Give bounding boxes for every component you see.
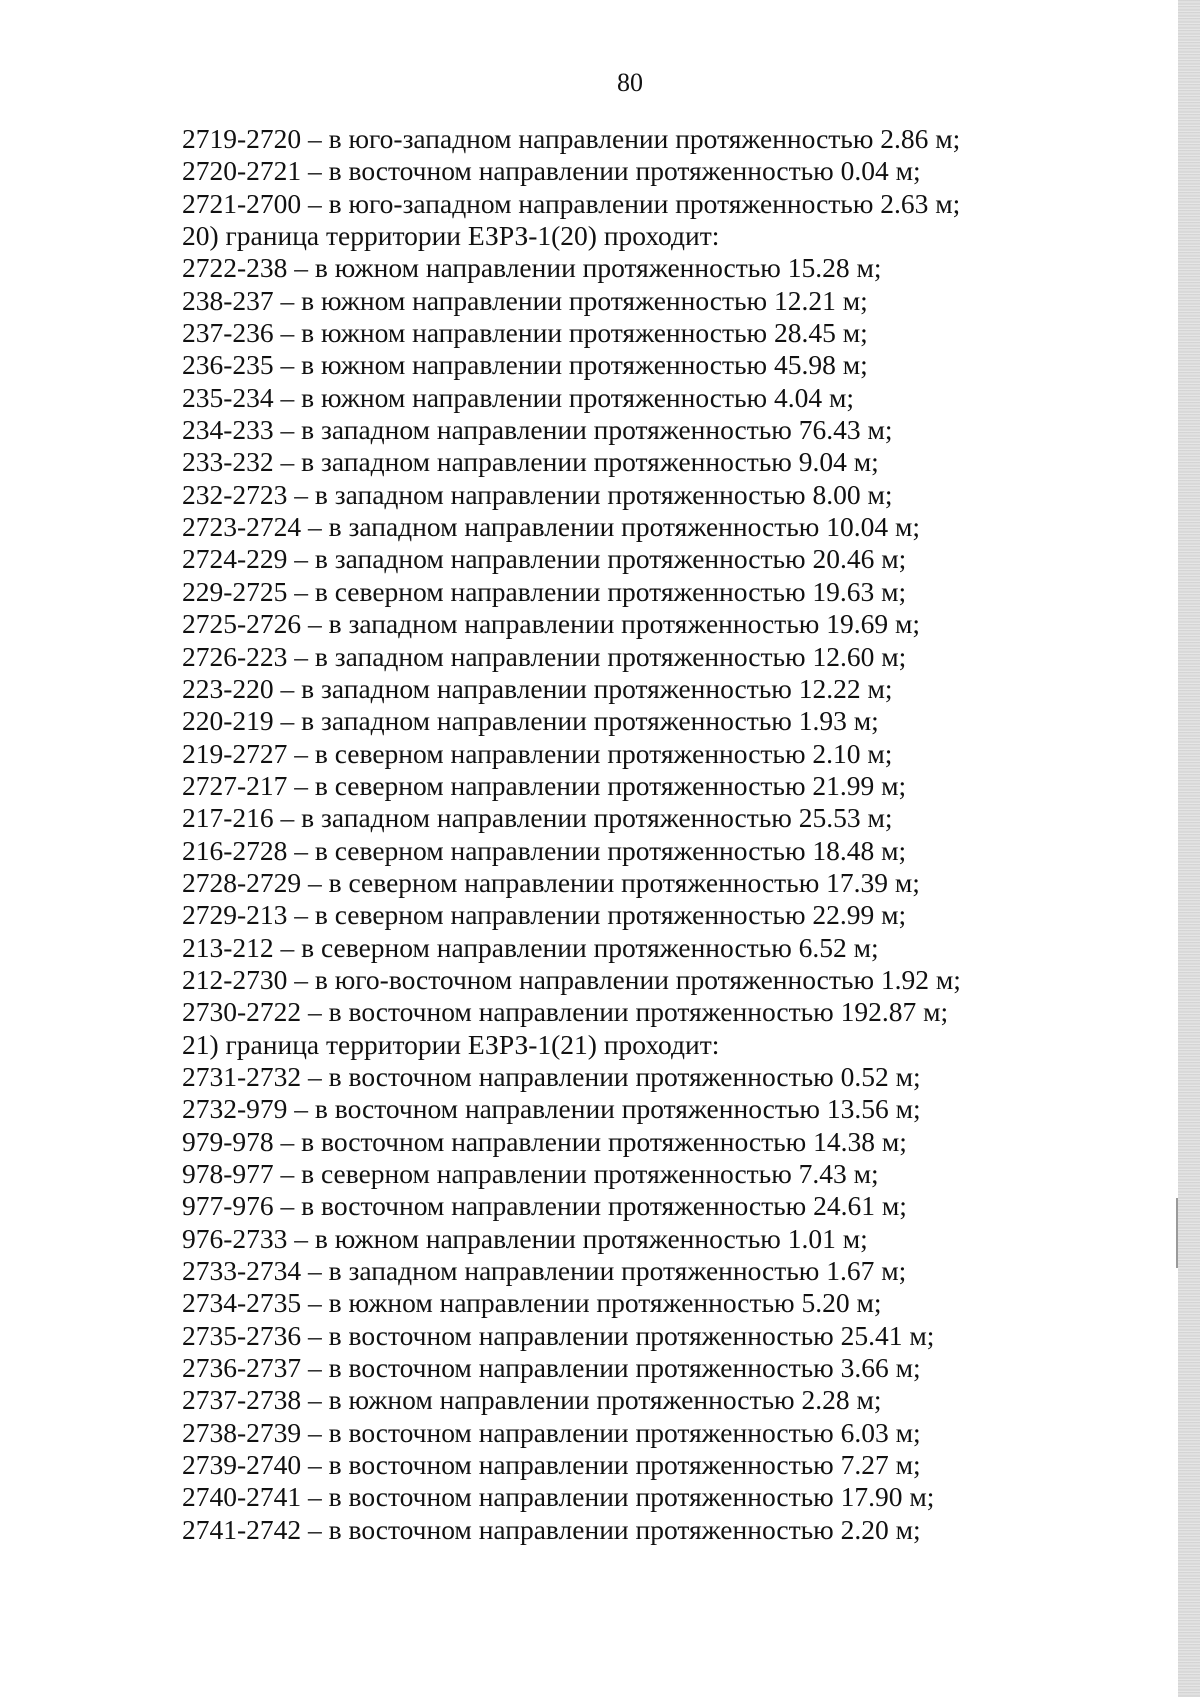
boundary-segment-line: 219-2727 – в северном направлении протяженностью 2.10 м; — [182, 737, 893, 769]
boundary-segment-line: 979-978 – в восточном направлении протяженностью 14.38 м; — [182, 1125, 907, 1157]
boundary-segment-line: 212-2730 – в юго-восточном направлении протяженностью 1.92 м; — [182, 963, 961, 995]
boundary-segment-line: 2740-2741 – в восточном направлении протяженностью 17.90 м; — [182, 1481, 935, 1513]
boundary-segment-line: 2719-2720 – в юго-западном направлении протяженностью 2.86 м; — [182, 123, 961, 154]
boundary-segment-line: 2730-2722 – в восточном направлении протяженностью 192.87 м; — [182, 996, 949, 1028]
boundary-segment-line: 220-219 – в западном направлении протяженностью 1.93 м; — [182, 705, 879, 737]
boundary-segment-line: 238-237 – в южном направлении протяженностью 12.21 м; — [182, 284, 868, 316]
boundary-segment-line: 2734-2735 – в южном направлении протяженностью 5.20 м; — [182, 1287, 882, 1319]
boundary-segment-line: 2732-979 – в восточном направлении протяженностью 13.56 м; — [182, 1093, 921, 1125]
boundary-segment-line: 2741-2742 – в восточном направлении протяженностью 2.20 м; — [182, 1513, 921, 1545]
boundary-segment-line: 2725-2726 – в западном направлении протяженностью 19.69 м; — [182, 608, 921, 640]
boundary-segment-line: 2728-2729 – в северном направлении протяженностью 17.39 м; — [182, 866, 920, 898]
boundary-segment-line: 2731-2732 – в восточном направлении протяженностью 0.52 м; — [182, 1060, 921, 1092]
boundary-segment-line: 2722-238 – в южном направлении протяженностью 15.28 м; — [182, 252, 882, 284]
boundary-segment-line: 2736-2737 – в восточном направлении протяженностью 3.66 м; — [182, 1352, 921, 1384]
section-heading: 20) граница территории ЕЗРЗ-1(20) проходит: — [182, 220, 720, 252]
boundary-segment-line: 977-976 – в восточном направлении протяженностью 24.61 м; — [182, 1190, 907, 1222]
boundary-segment-line: 237-236 – в южном направлении протяженностью 28.45 м; — [182, 317, 868, 349]
boundary-segment-line: 233-232 – в западном направлении протяженностью 9.04 м; — [182, 446, 879, 478]
edge-mark — [1176, 1198, 1190, 1268]
boundary-segment-line: 2724-229 – в западном направлении протяженностью 20.46 м; — [182, 543, 907, 575]
boundary-segment-line: 2729-213 – в северном направлении протяженностью 22.99 м; — [182, 899, 907, 931]
boundary-segment-line: 2733-2734 – в западном направлении протяженностью 1.67 м; — [182, 1255, 907, 1287]
boundary-segment-line: 232-2723 – в западном направлении протяженностью 8.00 м; — [182, 478, 893, 510]
boundary-segment-line: 976-2733 – в южном направлении протяженностью 1.01 м; — [182, 1222, 868, 1254]
scan-edge — [1178, 0, 1200, 1697]
boundary-segment-line: 236-235 – в южном направлении протяженностью 45.98 м; — [182, 349, 868, 381]
boundary-segment-line: 216-2728 – в северном направлении протяженностью 18.48 м; — [182, 834, 907, 866]
boundary-segment-line: 213-212 – в северном направлении протяженностью 6.52 м; — [182, 931, 879, 963]
boundary-segment-line: 978-977 – в северном направлении протяженностью 7.43 м; — [182, 1158, 879, 1189]
boundary-segment-line: 2739-2740 – в восточном направлении протяженностью 7.27 м; — [182, 1449, 921, 1481]
boundary-segment-line: 2727-217 – в северном направлении протяженностью 21.99 м; — [182, 769, 907, 801]
boundary-list — [182, 123, 961, 1546]
boundary-segment-line: 2737-2738 – в южном направлении протяженностью 2.28 м; — [182, 1384, 882, 1416]
boundary-segment-line: 2726-223 – в западном направлении протяженностью 12.60 м; — [182, 640, 907, 672]
boundary-segment-line: 2723-2724 – в западном направлении протяженностью 10.04 м; — [182, 511, 921, 543]
section-heading: 21) граница территории ЕЗРЗ-1(21) проходит: — [182, 1028, 720, 1060]
boundary-segment-line: 2721-2700 – в юго-западном направлении протяженностью 2.63 м; — [182, 187, 961, 219]
page-number: 80 — [617, 68, 643, 97]
boundary-segment-line: 235-234 – в южном направлении протяженностью 4.04 м; — [182, 381, 855, 413]
boundary-segment-line: 2735-2736 – в восточном направлении протяженностью 25.41 м; — [182, 1319, 935, 1351]
boundary-segment-line: 217-216 – в западном направлении протяженностью 25.53 м; — [182, 802, 893, 834]
boundary-segment-line: 2720-2721 – в восточном направлении протяженностью 0.04 м; — [182, 155, 921, 187]
boundary-segment-line: 229-2725 – в северном направлении протяженностью 19.63 м; — [182, 575, 907, 607]
boundary-segment-line: 234-233 – в западном направлении протяженностью 76.43 м; — [182, 414, 893, 446]
boundary-segment-line: 2738-2739 – в восточном направлении протяженностью 6.03 м; — [182, 1416, 921, 1448]
boundary-segment-line: 223-220 – в западном направлении протяженностью 12.22 м; — [182, 672, 893, 704]
